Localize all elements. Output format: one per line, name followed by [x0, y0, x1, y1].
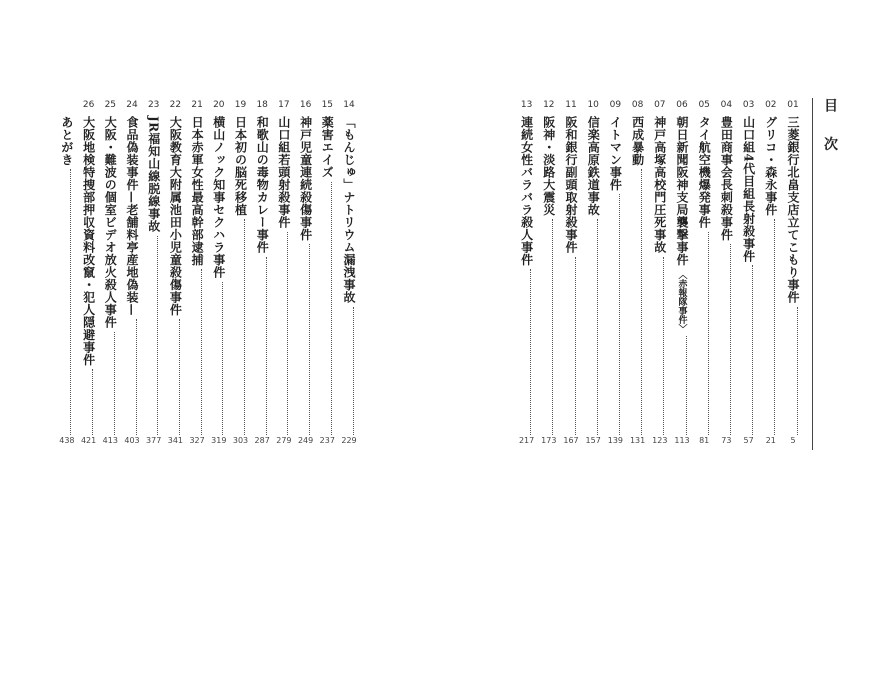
entry-number: 11 [565, 100, 577, 110]
toc-entry[interactable] [606, 98, 624, 450]
toc-entry[interactable] [188, 98, 206, 450]
entry-page-number: 319 [211, 436, 227, 445]
entry-number: 09 [609, 100, 622, 110]
toc-entry[interactable] [318, 98, 336, 450]
entry-title: 三菱銀行北畠支店立てこもり事件 [786, 116, 800, 304]
leader-dots [752, 265, 753, 435]
entry-title: 山口組4代目組長射殺事件 [741, 116, 756, 263]
entry-page-number: 113 [674, 436, 690, 445]
entry-title: 「もんじゅ」ナトリウム漏洩事故 [342, 116, 356, 304]
leader-dots [309, 244, 310, 435]
leader-dots [70, 169, 71, 435]
entry-number: 05 [698, 100, 710, 110]
leader-dots [136, 319, 137, 435]
entry-number: 10 [587, 100, 599, 110]
entry-body [145, 116, 163, 438]
entry-title: 大阪・難波の個室ビデオ放火殺人事件 [103, 116, 118, 329]
entry-page-number: 5 [790, 436, 796, 445]
toc-entry[interactable] [695, 98, 713, 450]
entry-page-number: 217 [518, 436, 535, 445]
leader-dots [641, 169, 642, 435]
toc-entry[interactable] [340, 98, 358, 450]
toc-entry[interactable] [297, 98, 315, 450]
entry-body [340, 116, 358, 438]
toc-entry[interactable] [253, 98, 271, 450]
entry-number: 18 [256, 100, 268, 110]
title-divider [812, 98, 813, 450]
entry-page-number: 377 [146, 436, 162, 445]
entry-page-number: 123 [652, 436, 668, 445]
entry-title: イトマン事件 [608, 116, 623, 191]
toc-entry[interactable] [651, 98, 669, 450]
entry-page-number: 413 [102, 436, 118, 445]
entry-page-number: 438 [59, 436, 75, 445]
entry-body [58, 116, 76, 438]
entry-body [123, 116, 141, 438]
entry-page-number: 73 [721, 436, 732, 445]
entry-title: タイ航空機爆発事件 [697, 116, 712, 229]
entry-body [275, 116, 293, 438]
entry-number: 25 [104, 100, 117, 110]
entry-number: 02 [765, 100, 777, 110]
toc-entry[interactable] [518, 98, 536, 450]
entry-body [80, 116, 98, 438]
toc-entry[interactable] [784, 98, 802, 450]
entry-title: 日本初の脳死移植 [233, 116, 248, 216]
entry-number: 01 [787, 100, 799, 110]
entry-title: 神戸高塚高校門圧死事故 [652, 116, 667, 254]
leader-dots [244, 219, 245, 435]
leader-dots [797, 307, 798, 436]
toc-entry[interactable] [584, 98, 602, 450]
entry-number: 16 [299, 100, 312, 110]
entry-body [717, 116, 735, 438]
entry-page-number: 421 [80, 436, 97, 445]
entry-body [673, 116, 691, 438]
entry-title: 西成暴動 [630, 116, 645, 166]
entry-title: 薬害エイズ [320, 116, 335, 179]
entry-number: 03 [742, 100, 755, 110]
leader-dots [686, 336, 687, 435]
entry-title: 大阪地検特捜部押収資料改竄・犯人隠避事件 [81, 116, 96, 366]
entry-page-number: 237 [319, 436, 335, 445]
toc-entry[interactable] [562, 98, 580, 450]
toc-entry[interactable] [58, 98, 76, 450]
entry-body [629, 116, 647, 438]
leader-dots [663, 257, 664, 436]
toc-entry[interactable] [80, 98, 98, 450]
entry-number: 23 [147, 100, 160, 110]
entry-number: 21 [191, 100, 203, 110]
toc-entry[interactable] [123, 98, 141, 450]
toc-entry[interactable] [629, 98, 647, 450]
entry-page-number: 287 [254, 436, 270, 445]
entry-page-number: 303 [232, 436, 249, 445]
entry-title: グリコ・森永事件 [763, 116, 778, 216]
toc-entry[interactable] [540, 98, 558, 450]
entry-body [740, 116, 758, 438]
entry-number: 17 [278, 100, 290, 110]
entry-body [762, 116, 780, 438]
entry-number: 04 [720, 100, 733, 110]
entry-body [518, 116, 536, 438]
entry-title: 和歌山の毒物カレー事件 [255, 116, 270, 254]
entry-title: 横山ノック知事セクハラ事件 [211, 116, 226, 279]
entry-title: JR福知山線脱線事故 [146, 116, 161, 233]
leader-dots [708, 232, 709, 436]
leader-dots [92, 369, 93, 435]
entry-number: 13 [520, 100, 533, 110]
leader-dots [266, 257, 267, 436]
entry-body [253, 116, 271, 438]
leader-dots [287, 232, 288, 436]
entry-body [606, 116, 624, 438]
toc-entry[interactable] [145, 98, 163, 450]
entry-page-number: 173 [541, 436, 557, 445]
entry-title: 山口組若頭射殺事件 [276, 116, 291, 229]
toc-entry[interactable] [762, 98, 780, 450]
toc-entry[interactable] [740, 98, 758, 450]
leader-dots [575, 257, 576, 436]
entry-number: 06 [676, 100, 688, 110]
entry-number: 24 [126, 100, 138, 110]
leader-dots [774, 219, 775, 435]
entry-page-number: 403 [124, 436, 140, 445]
entry-body [651, 116, 669, 438]
entry-body [188, 116, 206, 438]
entry-page-number: 279 [276, 436, 292, 445]
leader-dots [331, 182, 332, 436]
toc-title: 目 次 [822, 98, 838, 161]
entry-title: 豊田商事会長刺殺事件 [719, 116, 734, 241]
entry-body [210, 116, 228, 438]
entry-title: 阪神・淡路大震災 [541, 116, 556, 216]
entry-body [562, 116, 580, 438]
entry-subtitle: 〈赤報隊事件〉 [676, 270, 687, 333]
entry-body [232, 116, 250, 438]
entry-title: 信楽高原鉄道事故 [586, 116, 601, 216]
toc-entry[interactable] [166, 98, 184, 450]
leader-dots [730, 244, 731, 435]
entry-title: 朝日新聞阪神支局襲撃事件 [675, 116, 689, 266]
entry-number: 12 [543, 100, 555, 110]
entry-body [784, 116, 802, 438]
entry-body [540, 116, 558, 438]
entry-title: 食品偽装事件—老舗料亭産地偽装— [125, 116, 139, 316]
leader-dots [179, 319, 180, 435]
entry-page-number: 327 [189, 436, 205, 445]
entry-title: 連続女性バラバラ殺人事件 [519, 116, 534, 266]
entry-page-number: 167 [563, 436, 579, 445]
entry-number: 26 [82, 100, 95, 110]
entry-body [101, 116, 119, 438]
entry-body [695, 116, 713, 438]
leader-dots [353, 307, 354, 436]
entry-page-number: 249 [297, 436, 314, 445]
entry-number: 19 [234, 100, 247, 110]
entry-page-number: 157 [585, 436, 601, 445]
entry-number: 22 [169, 100, 182, 110]
entry-page-number: 131 [629, 436, 646, 445]
entry-number: 07 [654, 100, 666, 110]
entry-number: 14 [343, 100, 355, 110]
toc-entry[interactable] [673, 98, 691, 450]
entry-title: 大阪教育大附属池田小児童殺傷事件 [168, 116, 183, 316]
leader-dots [619, 194, 620, 435]
entry-page-number: 21 [765, 436, 776, 445]
entry-page-number: 81 [699, 436, 710, 445]
entry-number: 20 [213, 100, 225, 110]
entry-title: あとがき [59, 116, 74, 166]
entry-title: 阪和銀行副頭取射殺事件 [564, 116, 578, 254]
toc-entry[interactable] [717, 98, 735, 450]
entry-page-number: 139 [607, 436, 624, 445]
leader-dots [157, 236, 158, 435]
leader-dots [222, 282, 223, 436]
toc-entry[interactable] [275, 98, 293, 450]
entry-page-number: 57 [743, 436, 754, 445]
leader-dots [597, 219, 598, 435]
entry-page-number: 229 [341, 436, 357, 445]
entry-body [166, 116, 184, 438]
leader-dots [530, 269, 531, 435]
entry-title: 日本赤軍女性最高幹部逮捕 [190, 116, 205, 266]
toc-entry[interactable] [101, 98, 119, 450]
entry-page-number: 341 [167, 436, 184, 445]
entry-number: 08 [631, 100, 644, 110]
leader-dots [552, 219, 553, 435]
entry-title: 神戸児童連続殺傷事件 [298, 116, 313, 241]
toc-entry[interactable] [232, 98, 250, 450]
entry-body [318, 116, 336, 438]
toc-entry[interactable] [210, 98, 228, 450]
entry-body [297, 116, 315, 438]
leader-dots [114, 332, 115, 436]
entry-body [584, 116, 602, 438]
entry-number: 15 [321, 100, 334, 110]
entry-number [55, 98, 79, 112]
leader-dots [201, 269, 202, 435]
